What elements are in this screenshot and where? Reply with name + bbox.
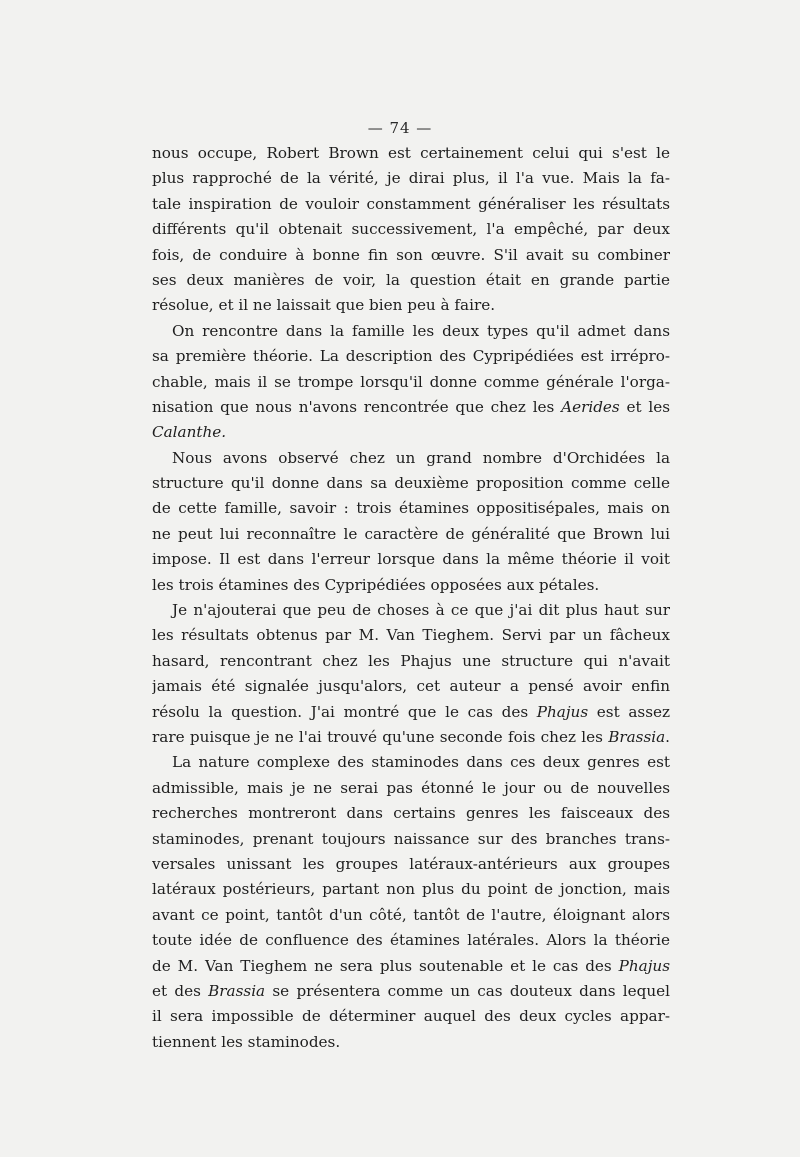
text-line xyxy=(152,928,670,953)
text-line xyxy=(152,623,670,648)
line-text: nous occupe, Robert Brown est certainement celui qui s'est le xyxy=(152,144,670,162)
line-text: hasard, rencontrant chez les Phajus une structure qui n'avait xyxy=(152,651,670,670)
line-text: ses deux manières de voir, la question était en grande partie xyxy=(152,270,670,289)
text-line xyxy=(152,649,670,674)
line-text: recherches montreront dans certains genres les faisceaux des xyxy=(152,804,670,823)
line-text: sa première théorie. La description des Cypripédiées est irrépro- xyxy=(152,347,670,366)
text-line xyxy=(152,573,670,598)
line-text: plus rapproché de la vérité, je dirai plus, il l'a vue. Mais la fa- xyxy=(152,169,670,188)
text-line xyxy=(152,496,670,521)
page-number: — 74 — xyxy=(367,119,433,137)
text-line xyxy=(152,827,670,852)
text-line xyxy=(152,217,670,242)
text-line xyxy=(152,471,670,496)
line-text: est assez xyxy=(588,702,670,721)
text-line xyxy=(152,776,670,801)
line-text: On rencontre dans la famille les deux types qu'il admet dans xyxy=(172,321,670,340)
line-text: ne peut lui reconnaître le caractère de généralité que Brown lui xyxy=(152,524,670,543)
text-line xyxy=(152,903,670,928)
text-line xyxy=(152,522,670,547)
line-text: les trois étamines des Cypripédiées opposées aux pétales. xyxy=(152,575,600,594)
line-text: staminodes, prenant toujours naissance sur des branches trans- xyxy=(152,829,670,848)
line-text: il sera impossible de déterminer auquel des deux cycles appar- xyxy=(152,1007,670,1026)
text-line xyxy=(152,801,670,826)
text-line xyxy=(152,344,670,369)
line-text: . xyxy=(665,727,670,746)
body-text xyxy=(152,141,670,1055)
text-line xyxy=(152,674,670,699)
italic-taxon: Brassia xyxy=(208,981,266,1000)
line-text: versales unissant les groupes latéraux-antérieurs aux groupes xyxy=(152,854,670,873)
italic-taxon: Phajus xyxy=(536,702,589,721)
text-line xyxy=(152,725,670,750)
text-line xyxy=(152,954,670,979)
line-text: impose. Il est dans l'erreur lorsque dans la même théorie il voit xyxy=(152,550,670,569)
text-line xyxy=(152,700,670,725)
italic-taxon: Aerides xyxy=(561,397,620,416)
text-line xyxy=(152,877,670,902)
text-line xyxy=(152,1030,670,1055)
line-text: rare puisque je ne l'ai trouvé qu'une seconde fois chez les xyxy=(152,727,609,746)
line-text: de cette famille, savoir : trois étamines oppositisépales, mais on xyxy=(152,499,670,518)
line-text: avant ce point, tantôt d'un côté, tantôt de l'autre, éloignant alors xyxy=(152,905,670,924)
line-text: fois, de conduire à bonne fin son œuvre. S'il avait su combiner xyxy=(152,245,670,264)
line-text: et les xyxy=(619,397,670,416)
line-text: admissible, mais je ne serai pas étonné le jour ou de nouvelles xyxy=(152,778,670,797)
line-text: jamais été signalée jusqu'alors, cet auteur a pensé avoir enfin xyxy=(152,677,670,696)
text-line xyxy=(152,293,670,318)
line-text: La nature complexe des staminodes dans ces deux genres est xyxy=(172,753,670,772)
text-line xyxy=(152,141,670,166)
line-text: se présentera comme un cas douteux dans lequel xyxy=(265,981,670,1000)
text-line xyxy=(152,852,670,877)
line-text: résolu la question. J'ai montré que le cas des xyxy=(152,702,537,721)
line-text: chable, mais il se trompe lorsqu'il donne comme générale l'orga- xyxy=(152,372,670,391)
text-line xyxy=(152,750,670,775)
text-line xyxy=(152,1004,670,1029)
line-text: Je n'ajouterai que peu de choses à ce que j'ai dit plus haut sur xyxy=(172,601,670,620)
text-line xyxy=(152,166,670,191)
italic-taxon: Brassia xyxy=(608,727,666,746)
italic-taxon: Phajus xyxy=(618,956,670,975)
text-line xyxy=(152,319,670,344)
line-text: de M. Van Tieghem ne sera plus soutenable et le cas des xyxy=(152,956,619,975)
text-line xyxy=(152,370,670,395)
italic-taxon: Calanthe. xyxy=(152,423,227,442)
text-line xyxy=(152,598,670,623)
line-text: nisation que nous n'avons rencontrée que chez les xyxy=(152,397,562,416)
line-text: latéraux postérieurs, partant non plus du point de jonction, mais xyxy=(152,880,670,899)
line-text: toute idée de confluence des étamines latérales. Alors la théorie xyxy=(152,931,670,950)
line-text: tale inspiration de vouloir constamment généraliser les résultats xyxy=(152,194,670,213)
line-text: Nous avons observé chez un grand nombre d'Orchidées la xyxy=(172,448,670,467)
line-text: les résultats obtenus par M. Van Tieghem. Servi par un fâcheux xyxy=(152,626,670,645)
text-line xyxy=(152,192,670,217)
text-line xyxy=(152,979,670,1004)
line-text: résolue, et il ne laissait que bien peu à faire. xyxy=(152,296,496,315)
text-line xyxy=(152,268,670,293)
text-line xyxy=(152,420,670,445)
text-line xyxy=(152,446,670,471)
text-line xyxy=(152,395,670,420)
line-text: structure qu'il donne dans sa deuxième proposition comme celle xyxy=(152,474,670,493)
line-text: tiennent les staminodes. xyxy=(152,1032,341,1051)
line-text: différents qu'il obtenait successivement, l'a empêché, par deux xyxy=(152,220,670,239)
line-text: et des xyxy=(152,981,209,1000)
text-line xyxy=(152,547,670,572)
text-line xyxy=(152,243,670,268)
